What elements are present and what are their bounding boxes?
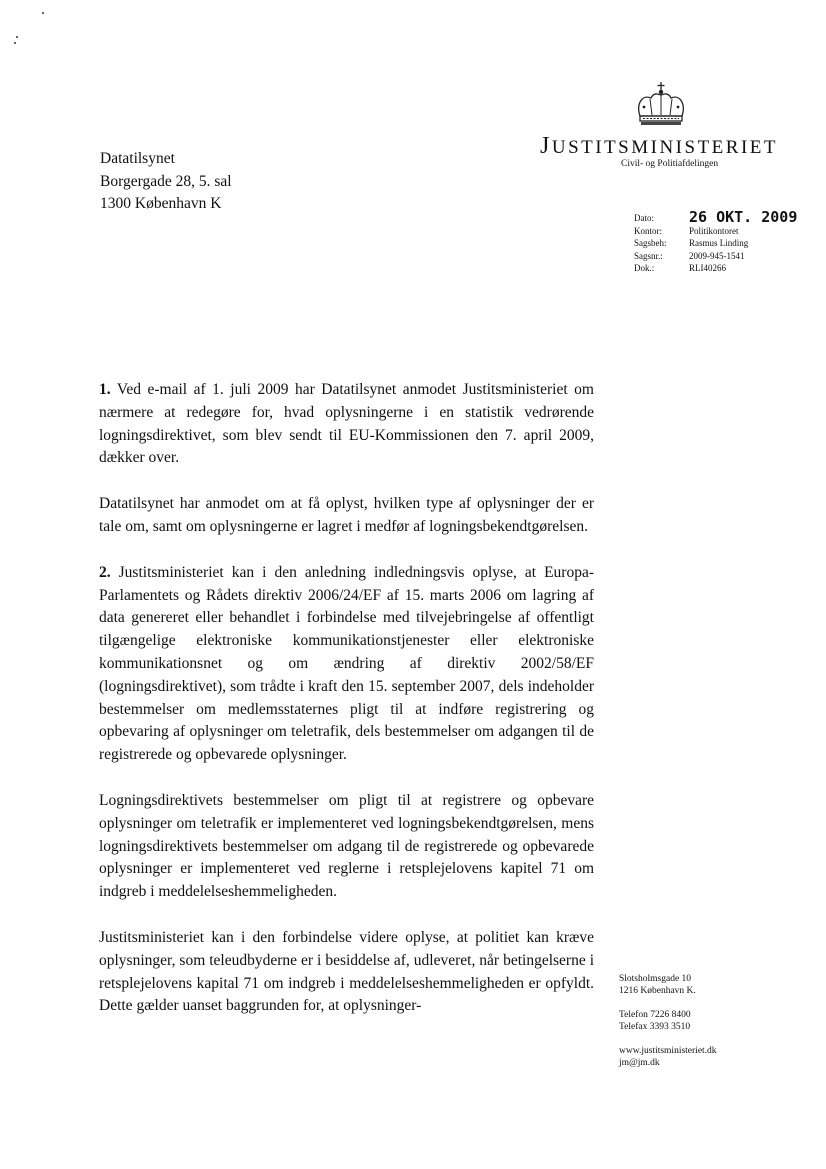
footer-phone: Telefon 7226 8400 <box>619 1010 691 1020</box>
footer-email: jm@jm.dk <box>619 1058 660 1068</box>
date-stamp: 26 OKT. 2009 <box>689 208 798 226</box>
ministry-contact-footer <box>619 973 717 1081</box>
footer-street: Slotsholmsgade 10 <box>619 974 692 984</box>
crown-emblem-icon <box>632 80 690 130</box>
division-name: Civil- og Politiafdelingen <box>621 159 719 169</box>
paragraph-4: Logningsdirektivets bestemmelser om pligt til at registrere og opbevare oplysninger om teletrafik er implementeret ved logningsbekendtgørelsen, mens logningsdirektivets bestemmelser om adgang til de registrerede og opbevarede oplysninger er implementeret ved reglerne i retsplejelovens kapitel 71 om indgreb i meddelelseshemmeligheden. <box>99 791 594 901</box>
scan-speck <box>14 42 16 44</box>
recipient-line: Datatilsynet <box>100 150 175 167</box>
paragraph-5: Justitsministeriet kan i den forbindelse videre oplyse, at politiet kan kræve oplysninger, som teleudbyderne er i besiddelse af, udleveret, når betingelserne i retsplejelovens kapital 71 om indgreb i meddelelseshemmeligheden er opfyldt. Dette gælder uanset baggrunden for, at oplysninger- <box>99 928 594 1015</box>
scan-speck <box>16 36 18 38</box>
ministry-name: JUSTITSMINISTERIET <box>540 133 778 159</box>
case-metadata: Dato: 26 OKT. 2009 Kontor: Politikontoret Sagsbeh: Rasmus Linding Sagsnr.: 2009-945-1541 Dok.: RLI40266 <box>634 208 798 273</box>
footer-fax: Telefax 3393 3510 <box>619 1022 691 1032</box>
scan-speck <box>42 12 44 14</box>
recipient-address <box>100 148 232 216</box>
paragraph-2: Datatilsynet har anmodet om at få oplyst, hvilken type af oplysninger der er tale om, samt om oplysningerne er lagret i medfør af logningsbekendtgørelsen. <box>99 495 594 535</box>
paragraph-3: 2. Justitsministeriet kan i den anledning indledningsvis oplyse, at Europa-Parlamentets og Rådets direktiv 2006/24/EF af 15. marts 2006 om lagring af data genereret eller behandlet i forbindelse med tilvejebringelse af offentligt tilgængelige elektroniske kommunikationstjenester eller elektroniske kommunikationsnet og om ændring af direktiv 2002/58/EF (logningsdirektivet), som trådte i kraft den 15. september 2007, dels indeholder bestemmelser om medlemsstaternes pligt til at indføre registrering og opbevaring af oplysninger om teletrafik, dels bestemmelser om adgangen til de registrerede og opbevarede oplysninger. <box>99 563 594 764</box>
footer-website: www.justitsministeriet.dk <box>619 1046 717 1056</box>
recipient-line: 1300 København K <box>100 195 222 212</box>
recipient-line: Borgergade 28, 5. sal <box>100 172 232 190</box>
letter-body <box>99 379 594 1018</box>
footer-city: 1216 København K. <box>619 986 696 996</box>
paragraph-1: 1. Ved e-mail af 1. juli 2009 har Datatilsynet anmodet Justitsministeriet om nærmere at redegøre for, hvad oplysningerne i en statistik vedrørende logningsdirektivet, som blev sendt til EU-Kommissionen den 7. april 2009, dækker over. <box>99 381 594 467</box>
